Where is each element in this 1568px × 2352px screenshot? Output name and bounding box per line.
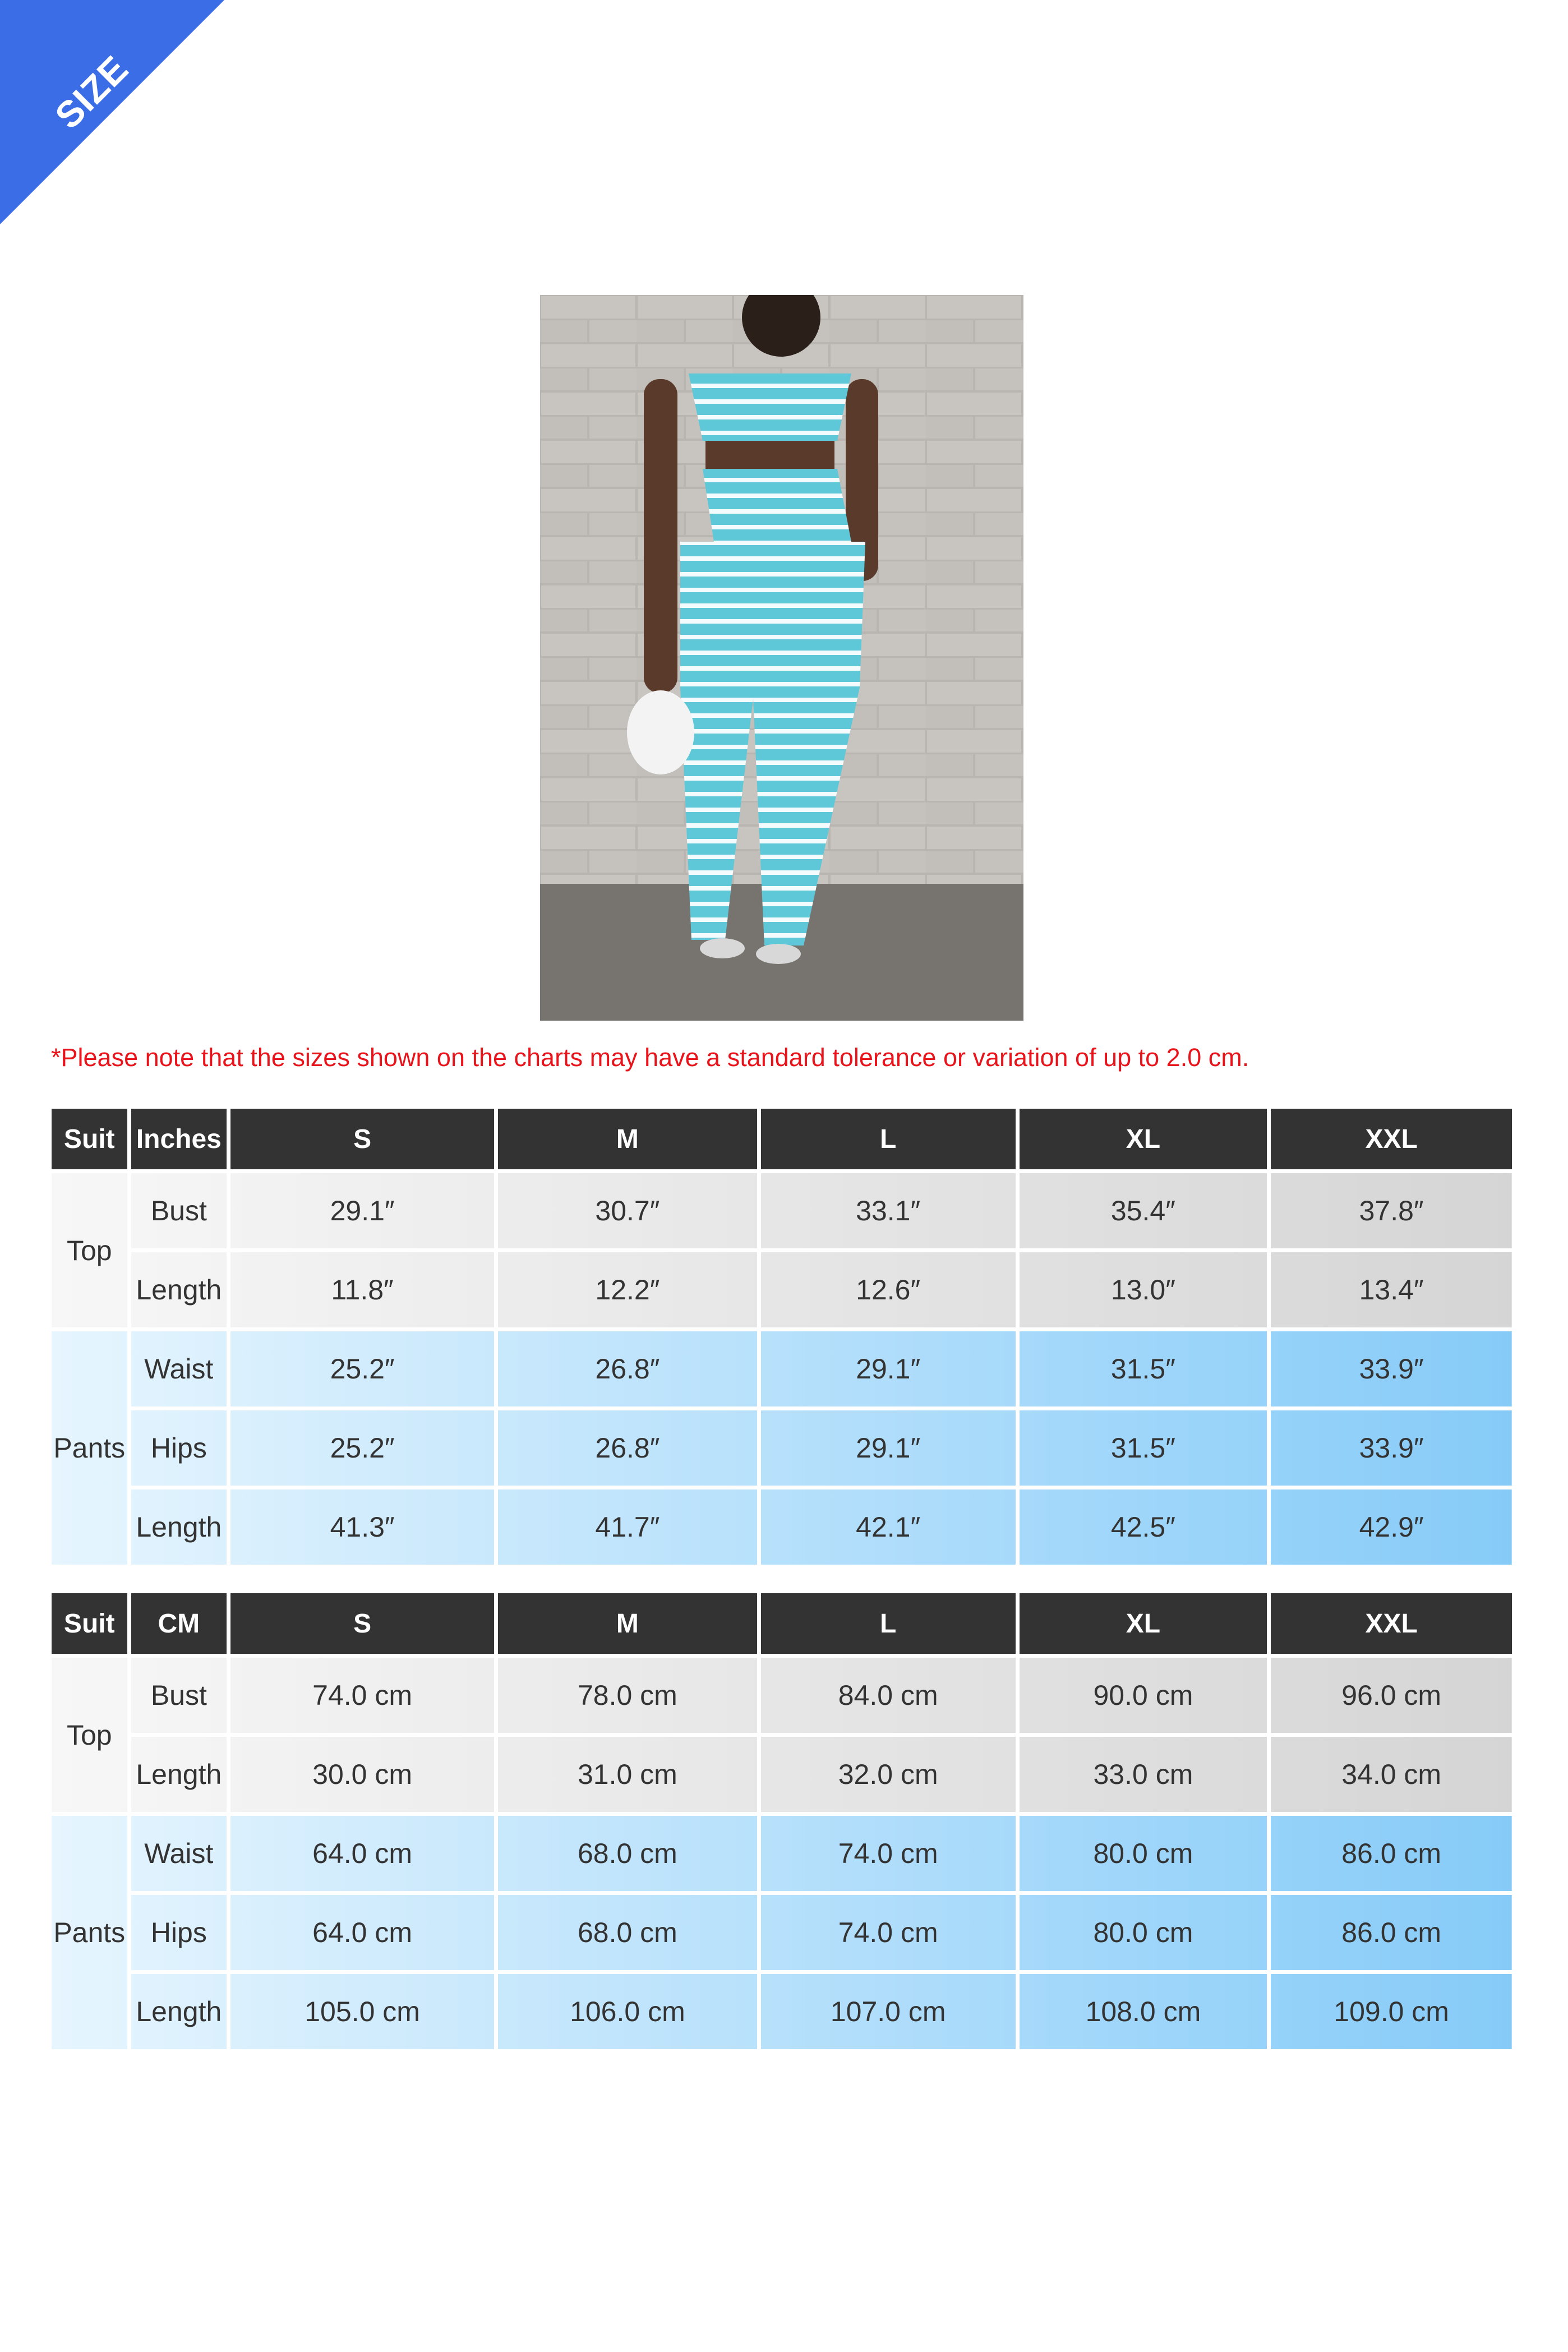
value-cell: 42.9″ [1359, 1511, 1424, 1543]
measure-label: Length [136, 1274, 222, 1306]
value-cell: 80.0 cm [1093, 1917, 1193, 1948]
value-cell: 80.0 cm [1093, 1838, 1193, 1869]
measure-label: Bust [150, 1195, 207, 1226]
header-size-xl: XL [1020, 1593, 1267, 1654]
value-cell: 30.0 cm [312, 1759, 413, 1790]
header-size-m: M [498, 1109, 757, 1169]
value-cell: 109.0 cm [1334, 1996, 1449, 2027]
value-cell: 106.0 cm [570, 1996, 685, 2027]
value-cell: 29.1″ [856, 1353, 921, 1385]
value-cell: 42.5″ [1110, 1511, 1175, 1543]
value-cell: 31.0 cm [577, 1759, 677, 1790]
header-size-l: L [761, 1593, 1016, 1654]
measure-label: Length [136, 1996, 222, 2027]
measure-label: Length [136, 1759, 222, 1790]
measure-label: Waist [144, 1353, 214, 1385]
value-cell: 64.0 cm [312, 1917, 413, 1948]
value-cell: 30.7″ [595, 1195, 660, 1226]
header-size-l: L [761, 1109, 1016, 1169]
value-cell: 33.1″ [856, 1195, 921, 1226]
value-cell: 107.0 cm [830, 1996, 946, 2027]
value-cell: 31.5″ [1110, 1353, 1175, 1385]
value-cell: 13.4″ [1359, 1274, 1424, 1306]
group-label-pants: Pants [53, 1432, 126, 1464]
value-cell: 33.9″ [1359, 1353, 1424, 1385]
value-cell: 74.0 cm [838, 1838, 938, 1869]
header-size-s: S [230, 1593, 494, 1654]
measure-label: Waist [144, 1838, 214, 1869]
value-cell: 42.1″ [856, 1511, 921, 1543]
table-header-row [52, 1593, 1512, 1654]
header-size-xxl: XXL [1271, 1109, 1512, 1169]
value-cell: 96.0 cm [1341, 1680, 1442, 1711]
banner-label: SIZE CHART [47, 47, 183, 184]
value-cell: 25.2″ [330, 1432, 395, 1464]
value-cell: 108.0 cm [1085, 1996, 1201, 2027]
value-cell: 68.0 cm [577, 1838, 677, 1869]
table-row [52, 1489, 1512, 1565]
value-cell: 13.0″ [1110, 1274, 1175, 1306]
value-cell: 74.0 cm [838, 1917, 938, 1948]
value-cell: 64.0 cm [312, 1838, 413, 1869]
header-suit: Suit [52, 1593, 127, 1654]
header-size-xl: XL [1020, 1109, 1267, 1169]
value-cell: 12.2″ [595, 1274, 660, 1306]
table-row [52, 1974, 1512, 2049]
table-header-row [52, 1109, 1512, 1169]
value-cell: 29.1″ [330, 1195, 395, 1226]
tolerance-note: *Please note that the sizes shown on the charts may have a standard tolerance or variation of up to 2.0 cm. [51, 1043, 1249, 1072]
header-size-m: M [498, 1593, 757, 1654]
table-row [52, 1737, 1512, 1812]
value-cell: 33.0 cm [1093, 1759, 1193, 1790]
size-chart-banner [0, 0, 224, 224]
header-unit: CM [131, 1593, 227, 1654]
value-cell: 26.8″ [595, 1353, 660, 1385]
product-photo [540, 295, 1023, 1021]
size-table-cm [48, 1589, 1516, 2053]
value-cell: 37.8″ [1359, 1195, 1424, 1226]
group-label-pants: Pants [53, 1917, 126, 1948]
size-table-inches [48, 1105, 1516, 1569]
value-cell: 84.0 cm [838, 1680, 938, 1711]
value-cell: 26.8″ [595, 1432, 660, 1464]
table-row [52, 1895, 1512, 1970]
value-cell: 90.0 cm [1093, 1680, 1193, 1711]
measure-label: Hips [150, 1432, 207, 1464]
value-cell: 41.7″ [595, 1511, 660, 1543]
header-unit: Inches [131, 1109, 227, 1169]
header-size-xxl: XXL [1271, 1593, 1512, 1654]
header-suit: Suit [52, 1109, 127, 1169]
value-cell: 12.6″ [856, 1274, 921, 1306]
measure-label: Bust [150, 1680, 207, 1711]
group-label-top: Top [66, 1234, 112, 1266]
value-cell: 86.0 cm [1341, 1838, 1442, 1869]
value-cell: 105.0 cm [305, 1996, 420, 2027]
value-cell: 29.1″ [856, 1432, 921, 1464]
value-cell: 78.0 cm [577, 1680, 677, 1711]
value-cell: 74.0 cm [312, 1680, 413, 1711]
group-label-top: Top [66, 1719, 112, 1751]
table-row [52, 1816, 1512, 1891]
value-cell: 11.8″ [331, 1274, 394, 1306]
table-row [52, 1173, 1512, 1248]
value-cell: 86.0 cm [1341, 1917, 1442, 1948]
value-cell: 68.0 cm [577, 1917, 677, 1948]
table-row [52, 1331, 1512, 1406]
value-cell: 31.5″ [1110, 1432, 1175, 1464]
table-row [52, 1658, 1512, 1733]
measure-label: Hips [150, 1917, 207, 1948]
value-cell: 35.4″ [1110, 1195, 1175, 1226]
table-row [52, 1252, 1512, 1327]
measure-label: Length [136, 1511, 222, 1543]
value-cell: 34.0 cm [1341, 1759, 1442, 1790]
header-size-s: S [230, 1109, 494, 1169]
value-cell: 33.9″ [1359, 1432, 1424, 1464]
value-cell: 41.3″ [330, 1511, 395, 1543]
value-cell: 32.0 cm [838, 1759, 938, 1790]
value-cell: 25.2″ [330, 1353, 395, 1385]
table-row [52, 1410, 1512, 1486]
